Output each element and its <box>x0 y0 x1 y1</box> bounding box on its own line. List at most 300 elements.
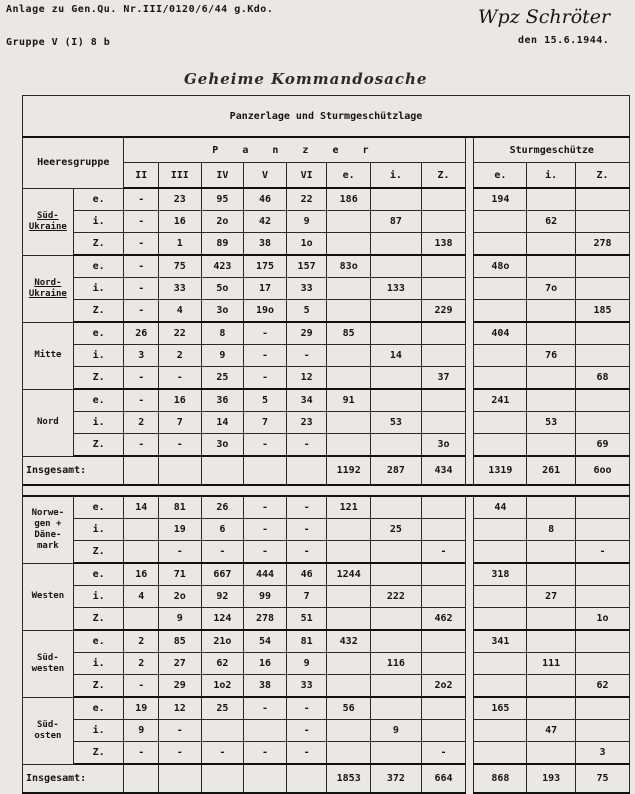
cell-value: 22 <box>286 188 327 211</box>
cell-value: 278 <box>244 608 287 631</box>
cell-value: - <box>124 233 159 256</box>
sturm-total-value: 6oo <box>575 456 629 485</box>
row-type: Z. <box>73 300 124 323</box>
cell-value <box>371 367 422 390</box>
total-label: Insgesamt: <box>23 764 124 793</box>
sturm-cell-value: 69 <box>575 434 629 457</box>
sturm-header: Sturmgeschütze <box>474 137 630 163</box>
cell-value: 157 <box>286 255 327 278</box>
cell-value: 42 <box>244 211 287 233</box>
group-name-text: Süd- Ukraine <box>28 210 67 232</box>
cell-value: 9 <box>158 608 201 631</box>
cell-value <box>421 345 466 367</box>
table-row <box>23 496 630 519</box>
cell-value: 21o <box>201 630 244 653</box>
column-gap <box>466 412 474 434</box>
cell-value <box>124 541 159 564</box>
cell-value: - <box>158 434 201 457</box>
cell-value: 3o <box>421 434 466 457</box>
cell-value: 7 <box>244 412 287 434</box>
row-type: i. <box>73 519 124 541</box>
sturm-cell-value <box>474 278 527 300</box>
sturm-cell-value <box>575 630 629 653</box>
sturm-cell-value <box>474 541 527 564</box>
column-gap <box>466 519 474 541</box>
column-gap <box>466 211 474 233</box>
row-type: Z. <box>73 233 124 256</box>
cell-value <box>421 630 466 653</box>
row-type: e. <box>73 496 124 519</box>
sturm-cell-value: 8 <box>527 519 576 541</box>
cell-value <box>327 412 371 434</box>
group-name <box>23 188 74 255</box>
cell-value: - <box>201 742 244 765</box>
sturm-cell-value <box>474 675 527 698</box>
group-name-text: Westen <box>31 591 65 601</box>
row-type: i. <box>73 211 124 233</box>
sturm-cell-value <box>527 233 576 256</box>
cell-value: - <box>124 742 159 765</box>
group-name <box>23 563 74 630</box>
cell-value: 91 <box>327 389 371 412</box>
cell-value: 33 <box>158 278 201 300</box>
cell-value: - <box>421 541 466 564</box>
cell-value: 462 <box>421 608 466 631</box>
cell-value <box>371 233 422 256</box>
cell-value: 138 <box>421 233 466 256</box>
cell-value: 667 <box>201 563 244 586</box>
cell-value: 81 <box>158 496 201 519</box>
sturm-cell-value: 7o <box>527 278 576 300</box>
sturm-cell-value <box>575 563 629 586</box>
group-reference: Gruppe V (I) 8 b <box>6 37 111 48</box>
cell-value: 89 <box>201 233 244 256</box>
group-name-text: Norwe- gen + Däne- mark <box>31 507 65 551</box>
cell-value: 229 <box>421 300 466 323</box>
cell-value: 26 <box>201 496 244 519</box>
cell-value: 2 <box>124 630 159 653</box>
row-type: Z. <box>73 608 124 631</box>
cell-value: 2 <box>124 412 159 434</box>
sturm-cell-value <box>527 697 576 720</box>
cell-value: - <box>201 541 244 564</box>
cell-value <box>327 653 371 675</box>
table-row <box>23 563 630 586</box>
cell-value <box>371 300 422 323</box>
table-row <box>23 300 630 323</box>
cell-value: 14 <box>201 412 244 434</box>
sturm-cell-value <box>575 519 629 541</box>
column-gap <box>466 233 474 256</box>
sturm-cell-value <box>474 233 527 256</box>
cell-value <box>327 541 371 564</box>
cell-value: - <box>124 367 159 390</box>
table-row <box>23 345 630 367</box>
sturm-cell-value: 404 <box>474 322 527 345</box>
column-header: Z. <box>421 163 466 189</box>
sturm-cell-value: 1o <box>575 608 629 631</box>
sturm-cell-value: 3 <box>575 742 629 765</box>
cell-value <box>201 720 244 742</box>
document-date: den 15.6.1944. <box>518 35 610 46</box>
cell-value: 95 <box>201 188 244 211</box>
column-gap <box>466 697 474 720</box>
sturm-cell-value: 318 <box>474 563 527 586</box>
group-header: Heeresgruppe <box>23 137 124 188</box>
cell-value: - <box>286 345 327 367</box>
column-header: VI <box>286 163 327 189</box>
cell-value: - <box>244 697 287 720</box>
cell-value <box>327 608 371 631</box>
total-value: 1192 <box>327 456 371 485</box>
cell-value <box>371 188 422 211</box>
cell-value: 33 <box>286 278 327 300</box>
sturm-cell-value: 111 <box>527 653 576 675</box>
group-name <box>23 496 74 563</box>
cell-value: 16 <box>158 389 201 412</box>
cell-value: 16 <box>244 653 287 675</box>
cell-value: - <box>158 720 201 742</box>
cell-value: 71 <box>158 563 201 586</box>
cell-value <box>421 389 466 412</box>
cell-value: 3 <box>124 345 159 367</box>
cell-value: - <box>124 675 159 698</box>
cell-value <box>327 345 371 367</box>
cell-value: - <box>244 345 287 367</box>
group-name-text: Mitte <box>34 350 62 360</box>
cell-value: - <box>124 255 159 278</box>
column-gap <box>466 345 474 367</box>
table-row <box>23 742 630 765</box>
table-row <box>23 586 630 608</box>
cell-value: - <box>158 742 201 765</box>
sturm-cell-value <box>527 188 576 211</box>
table-row <box>23 233 630 256</box>
column-gap <box>466 389 474 412</box>
row-type: Z. <box>73 434 124 457</box>
cell-value <box>421 653 466 675</box>
column-gap <box>466 541 474 564</box>
table-row <box>23 211 630 233</box>
total-value: 1853 <box>327 764 371 793</box>
cell-value: 3o <box>201 434 244 457</box>
total-row <box>23 456 630 485</box>
column-gap <box>466 434 474 457</box>
cell-value <box>371 389 422 412</box>
cell-value <box>371 434 422 457</box>
cell-value: - <box>286 541 327 564</box>
table-row <box>23 720 630 742</box>
table-row <box>23 697 630 720</box>
cell-value: - <box>286 720 327 742</box>
sturm-cell-value: 241 <box>474 389 527 412</box>
cell-value: 46 <box>244 188 287 211</box>
group-name <box>23 630 74 697</box>
sturm-cell-value <box>474 742 527 765</box>
cell-value: - <box>286 697 327 720</box>
sturm-cell-value: 68 <box>575 367 629 390</box>
cell-value <box>421 697 466 720</box>
total-value <box>286 456 327 485</box>
sturm-cell-value <box>575 697 629 720</box>
sturm-cell-value <box>575 389 629 412</box>
cell-value: 3o <box>201 300 244 323</box>
column-gap <box>466 653 474 675</box>
classification-stamp: Geheime Kommandosache <box>184 70 428 88</box>
table-row <box>23 519 630 541</box>
total-value: 664 <box>421 764 466 793</box>
column-gap <box>466 456 474 485</box>
sturm-cell-value <box>575 345 629 367</box>
sturm-cell-value <box>474 434 527 457</box>
cell-value <box>371 255 422 278</box>
row-type: i. <box>73 412 124 434</box>
group-name-text: Nord <box>37 417 59 427</box>
sturm-cell-value <box>474 367 527 390</box>
total-value <box>158 456 201 485</box>
cell-value: 4 <box>158 300 201 323</box>
cell-value: 12 <box>158 697 201 720</box>
total-value: 434 <box>421 456 466 485</box>
cell-value <box>371 675 422 698</box>
cell-value <box>371 563 422 586</box>
table-row <box>23 630 630 653</box>
sturm-cell-value: 27 <box>527 586 576 608</box>
cell-value: 4 <box>124 586 159 608</box>
panzer-header: P a n z e r <box>124 137 466 163</box>
cell-value: 19 <box>158 519 201 541</box>
cell-value: 432 <box>327 630 371 653</box>
column-header: IV <box>201 163 244 189</box>
cell-value: 33 <box>286 675 327 698</box>
cell-value: 99 <box>244 586 287 608</box>
sturm-cell-value: 47 <box>527 720 576 742</box>
sturm-cell-value: 185 <box>575 300 629 323</box>
sturm-cell-value: 44 <box>474 496 527 519</box>
cell-value <box>327 742 371 765</box>
total-value: 372 <box>371 764 422 793</box>
cell-value <box>327 586 371 608</box>
sturm-cell-value <box>575 211 629 233</box>
row-type: e. <box>73 630 124 653</box>
sturm-cell-value: 341 <box>474 630 527 653</box>
cell-value <box>371 697 422 720</box>
sturm-cell-value <box>474 211 527 233</box>
total-row <box>23 764 630 793</box>
cell-value: 56 <box>327 697 371 720</box>
sturm-total-value: 193 <box>527 764 576 793</box>
separator-cell <box>23 485 630 496</box>
cell-value: 23 <box>158 188 201 211</box>
cell-value: 29 <box>286 322 327 345</box>
sturm-total-value: 868 <box>474 764 527 793</box>
cell-value: 133 <box>371 278 422 300</box>
sturm-cell-value: 48o <box>474 255 527 278</box>
sturm-cell-value <box>527 322 576 345</box>
table-row <box>23 322 630 345</box>
column-gap <box>466 496 474 519</box>
sturm-cell-value <box>474 412 527 434</box>
cell-value: 175 <box>244 255 287 278</box>
row-type: Z. <box>73 742 124 765</box>
cell-value: 75 <box>158 255 201 278</box>
cell-value: 36 <box>201 389 244 412</box>
sturm-cell-value: 278 <box>575 233 629 256</box>
group-name <box>23 389 74 456</box>
cell-value <box>371 496 422 519</box>
cell-value: 2 <box>124 653 159 675</box>
cell-value: 26 <box>124 322 159 345</box>
cell-value: 62 <box>201 653 244 675</box>
cell-value: 1 <box>158 233 201 256</box>
cell-value: - <box>244 541 287 564</box>
cell-value: - <box>244 742 287 765</box>
row-type: e. <box>73 563 124 586</box>
sturm-cell-value <box>527 541 576 564</box>
cell-value: 25 <box>201 697 244 720</box>
total-value <box>286 764 327 793</box>
sturm-cell-value <box>527 255 576 278</box>
sturm-cell-value <box>575 412 629 434</box>
cell-value: 81 <box>286 630 327 653</box>
cell-value: 85 <box>158 630 201 653</box>
cell-value: 5 <box>286 300 327 323</box>
cell-value: 19o <box>244 300 287 323</box>
cell-value: 12 <box>286 367 327 390</box>
cell-value: 54 <box>244 630 287 653</box>
signature: Wpz Schröter <box>478 6 611 28</box>
cell-value <box>421 188 466 211</box>
cell-value: - <box>421 742 466 765</box>
cell-value: 222 <box>371 586 422 608</box>
sturm-cell-value <box>575 255 629 278</box>
cell-value <box>421 255 466 278</box>
cell-value: 22 <box>158 322 201 345</box>
cell-value: 46 <box>286 563 327 586</box>
cell-value: 9 <box>371 720 422 742</box>
sturm-cell-value <box>527 367 576 390</box>
cell-value <box>327 233 371 256</box>
cell-value: 7 <box>158 412 201 434</box>
column-gap <box>466 367 474 390</box>
cell-value <box>327 720 371 742</box>
cell-value: 14 <box>371 345 422 367</box>
table-row <box>23 255 630 278</box>
total-value <box>244 456 287 485</box>
cell-value: 16 <box>158 211 201 233</box>
column-gap <box>466 278 474 300</box>
cell-value: 9 <box>124 720 159 742</box>
cell-value: 87 <box>371 211 422 233</box>
cell-value: 51 <box>286 608 327 631</box>
table-row <box>23 434 630 457</box>
cell-value: 92 <box>201 586 244 608</box>
row-type: Z. <box>73 367 124 390</box>
row-type: i. <box>73 653 124 675</box>
total-value <box>158 764 201 793</box>
cell-value: - <box>244 367 287 390</box>
cell-value <box>421 211 466 233</box>
cell-value: - <box>124 188 159 211</box>
cell-value: 8 <box>201 322 244 345</box>
cell-value <box>421 720 466 742</box>
cell-value: 17 <box>244 278 287 300</box>
cell-value <box>421 496 466 519</box>
cell-value: 38 <box>244 675 287 698</box>
column-gap <box>466 137 474 188</box>
column-header: i. <box>371 163 422 189</box>
sturm-cell-value <box>575 496 629 519</box>
cell-value <box>371 742 422 765</box>
row-type: Z. <box>73 541 124 564</box>
table-row <box>23 412 630 434</box>
column-header: V <box>244 163 287 189</box>
group-name <box>23 255 74 322</box>
column-gap <box>466 563 474 586</box>
table-row <box>23 188 630 211</box>
total-value: 287 <box>371 456 422 485</box>
column-gap <box>466 300 474 323</box>
cell-value: - <box>286 434 327 457</box>
column-gap <box>466 608 474 631</box>
group-name-text: Nord- Ukraine <box>28 277 67 299</box>
column-gap <box>466 764 474 793</box>
table-title: Panzerlage und Sturmgeschützlage <box>23 96 630 138</box>
sturm-cell-value <box>527 563 576 586</box>
cell-value: 116 <box>371 653 422 675</box>
cell-value <box>327 519 371 541</box>
cell-value: 9 <box>201 345 244 367</box>
sturm-cell-value <box>575 278 629 300</box>
sturm-total-value: 1319 <box>474 456 527 485</box>
cell-value <box>327 367 371 390</box>
cell-value <box>244 720 287 742</box>
sturm-cell-value <box>474 720 527 742</box>
cell-value <box>371 541 422 564</box>
cell-value <box>421 586 466 608</box>
cell-value: 34 <box>286 389 327 412</box>
cell-value: - <box>286 519 327 541</box>
cell-value: 27 <box>158 653 201 675</box>
cell-value: - <box>124 389 159 412</box>
cell-value: 1o2 <box>201 675 244 698</box>
sturm-cell-value <box>527 389 576 412</box>
sturm-cell-value <box>575 188 629 211</box>
sturm-cell-value <box>575 653 629 675</box>
cell-value: - <box>244 496 287 519</box>
cell-value <box>124 608 159 631</box>
cell-value: - <box>158 541 201 564</box>
sturm-cell-value <box>474 586 527 608</box>
cell-value <box>371 322 422 345</box>
total-label: Insgesamt: <box>23 456 124 485</box>
cell-value: 29 <box>158 675 201 698</box>
sturm-cell-value <box>474 345 527 367</box>
sturm-column-header: i. <box>527 163 576 189</box>
cell-value: - <box>286 742 327 765</box>
total-value <box>244 764 287 793</box>
column-gap <box>466 630 474 653</box>
cell-value <box>371 630 422 653</box>
cell-value <box>421 322 466 345</box>
column-gap <box>466 742 474 765</box>
cell-value: 25 <box>371 519 422 541</box>
armor-status-table <box>22 95 630 794</box>
cell-value: - <box>158 367 201 390</box>
sturm-cell-value: 165 <box>474 697 527 720</box>
cell-value: 14 <box>124 496 159 519</box>
cell-value: 124 <box>201 608 244 631</box>
